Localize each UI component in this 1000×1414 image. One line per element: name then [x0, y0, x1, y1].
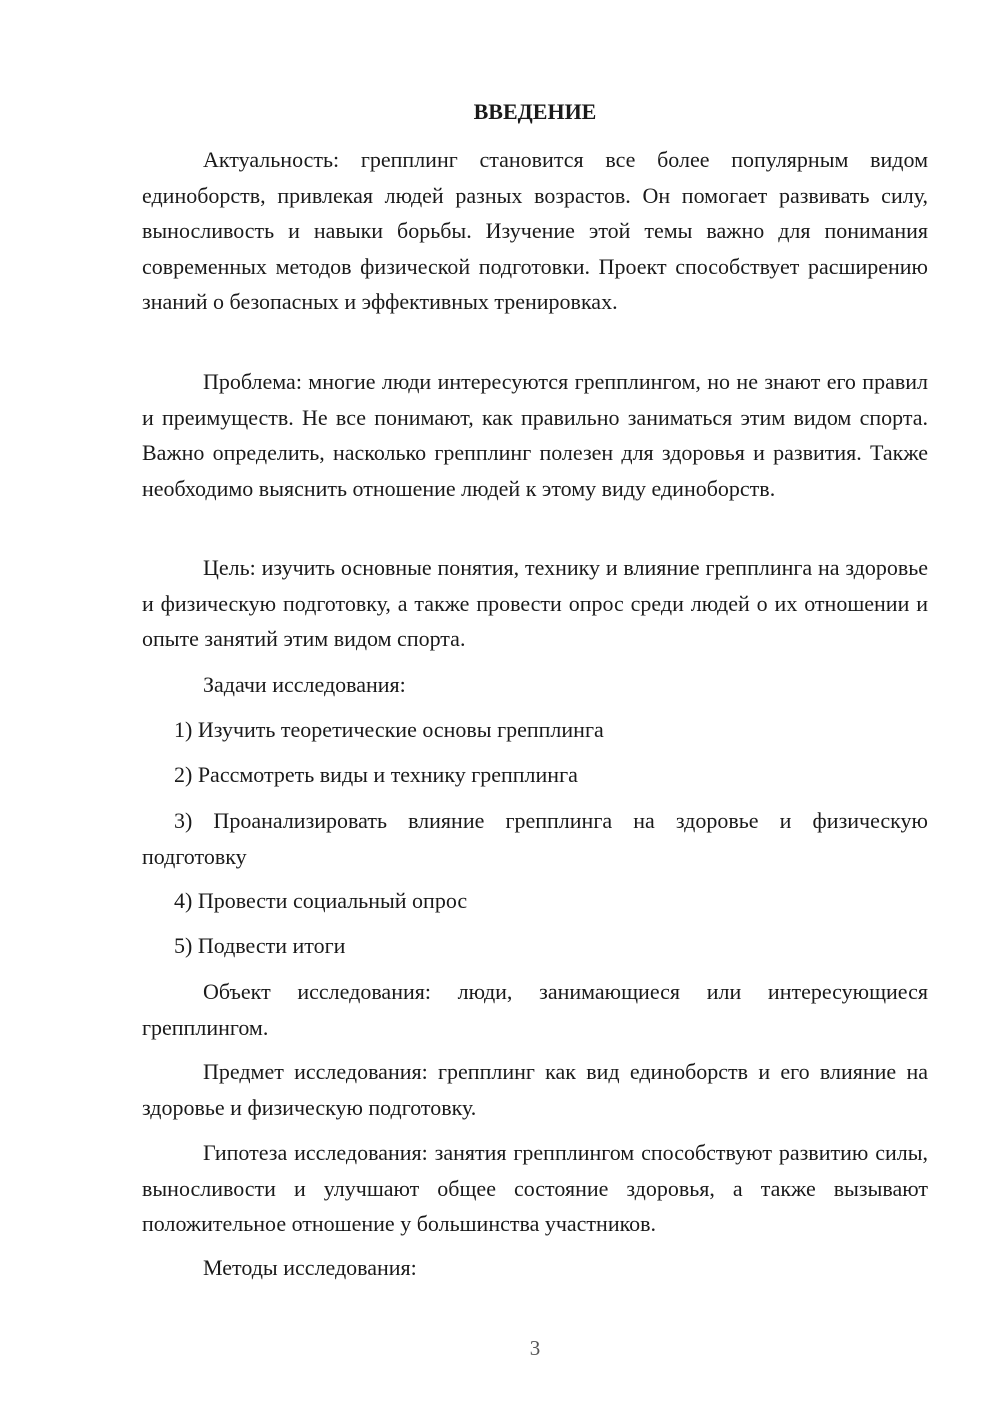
task-item-5: 5) Подвести итоги — [174, 933, 346, 958]
page-number: 3 — [529, 1336, 541, 1360]
paragraph-problem: Проблема: многие люди интересуются грепплингом, но не знают его правил и преимуществ. Не все понимают, как правильно заниматься этим видом спорта. Важно определить, насколько грепплинг полезен для здоровья и развития. Также необходимо выяснить отношение людей к этому виду единоборств. — [142, 369, 928, 501]
paragraph-object: Объект исследования: люди, занимающиеся или интересующиеся грепплингом. — [142, 979, 928, 1040]
paragraph-subject: Предмет исследования: грепплинг как вид единоборств и его влияние на здоровье и физическую подготовку. — [142, 1059, 928, 1120]
task-item-4: 4) Провести социальный опрос — [174, 888, 468, 913]
task-item-3: 3) Проанализировать влияние грепплинга на здоровье и физическую подготовку — [142, 808, 928, 869]
task-item-2: 2) Рассмотреть виды и технику грепплинга — [174, 762, 578, 787]
task-item-1: 1) Изучить теоретические основы грепплинга — [174, 717, 604, 742]
paragraph-relevance: Актуальность: грепплинг становится все более популярным видом единоборств, привлекая людей разных возрастов. Он помогает развивать силу, выносливость и навыки борьбы. Изучение этой темы важно для понимания современных методов физической подготовки. Проект способствует расширению знаний о безопасных и эффективных тренировках. — [142, 147, 928, 314]
paragraph-methods: Методы исследования: — [203, 1255, 417, 1280]
page-title: ВВЕДЕНИЕ — [473, 99, 597, 124]
paragraph-goal: Цель: изучить основные понятия, технику и влияние грепплинга на здоровье и физическую подготовку, а также провести опрос среди людей о их отношении и опыте занятий этим видом спорта. — [142, 555, 928, 651]
paragraph-tasks-heading: Задачи исследования: — [203, 672, 406, 697]
paragraph-hypothesis: Гипотеза исследования: занятия грепплингом способствуют развитию силы, выносливости и улучшают общее состояние здоровья, а также вызывают положительное отношение у большинства участников. — [142, 1140, 928, 1236]
